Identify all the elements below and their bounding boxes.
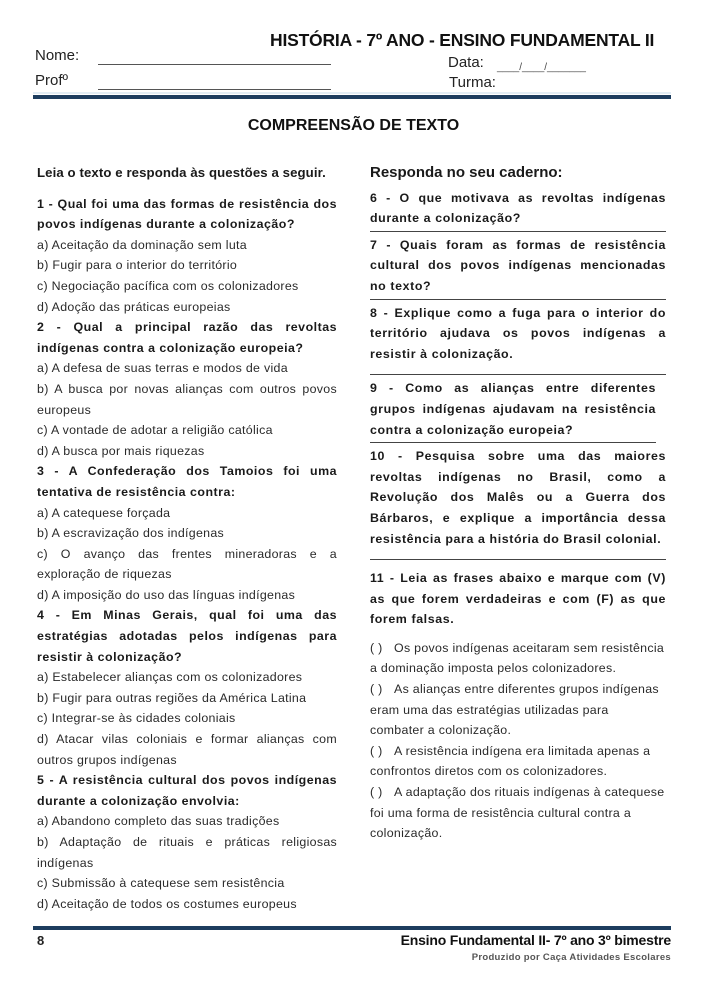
question-2 [37,317,337,461]
header-rule-shadow [33,92,671,94]
option[interactable]: a) A catequese forçada [37,505,171,520]
tf-item [370,679,666,741]
question-5 [37,770,337,914]
option[interactable]: c) O avanço das frentes mineradoras e a exploração de riquezas [37,546,337,582]
question-9: 9 - Como as alianças entre diferentes grupos indígenas ajudavam na resistência contra a colonização europeia? [370,378,656,443]
question-8: 8 - Explique como a fuga para o interior do território ajudava os povos indígenas a resistir à colonização. [370,303,666,376]
option[interactable]: b) Fugir para o interior do território [37,258,238,273]
option[interactable]: b) Fugir para outras regiões da América Latina [37,690,307,705]
footer-rule [33,926,671,930]
instructions: Leia o texto e responda às questões a seguir. [37,165,326,180]
right-column [370,163,666,844]
option[interactable]: c) Negociação pacífica com os colonizadores [37,278,299,293]
teacher-field[interactable] [98,89,331,90]
option[interactable]: b) Adaptação de rituais e práticas religiosas indígenas [37,835,337,870]
answer-box[interactable]: ( ) [370,640,383,655]
section-title: COMPREENSÃO DE TEXTO [247,117,460,134]
option[interactable]: c) Submissão à catequese sem resistência [37,876,285,891]
page-number: 8 [37,933,45,948]
footer-credit: Produzido por Caça Atividades Escolares [471,952,671,963]
option[interactable]: d) Atacar vilas coloniais e formar alianças com outros grupos indígenas [37,732,337,767]
question-text: 2 - Qual a principal razão das revoltas indígenas contra a colonização europeia? [37,320,337,355]
name-field[interactable] [98,64,331,65]
worksheet-title: HISTÓRIA - 7º ANO - ENSINO FUNDAMENTAL II [270,30,655,50]
tf-item [370,782,666,844]
tf-item [370,638,666,679]
answer-box[interactable]: ( ) [370,682,383,697]
option[interactable]: c) Integrar-se às cidades coloniais [37,711,236,726]
question-6: 6 - O que motivava as revoltas indígenas durante a colonização? [370,188,666,232]
question-text: 3 - A Confederação dos Tamoios foi uma tentativa de resistência contra: [37,464,337,499]
question-4 [37,605,337,770]
class-label: Turma: [449,74,496,91]
question-text: 5 - A resistência cultural dos povos indígenas durante a colonização envolvia: [37,773,337,808]
option[interactable]: d) A imposição do uso das línguas indígenas [37,587,296,602]
option[interactable]: d) Adoção das práticas europeias [37,299,231,314]
option[interactable]: a) Aceitação da dominação sem luta [37,237,247,252]
tf-statement: As alianças entre diferentes grupos indígenas eram uma das estratégias utilizadas para combater a colonização. [370,682,659,738]
name-label: Nome: [35,47,80,64]
tf-statement: A resistência indígena era limitada apenas a confrontos diretos com os colonizadores. [370,743,651,779]
left-column [37,163,337,914]
question-text: 4 - Em Minas Gerais, qual foi uma das estratégias adotadas pelos indígenas para resistir à colonização? [37,608,337,664]
date-label: Data: [448,54,484,71]
question-11: 11 - Leia as frases abaixo e marque com (V) as que forem verdadeiras e com (F) as que forem falsas. [370,571,666,627]
tf-statement: Os povos indígenas aceitaram sem resistência a dominação imposta pelos colonizadores. [370,640,665,676]
option[interactable]: b) A escravização dos indígenas [37,526,225,541]
question-7: 7 - Quais foram as formas de resistência cultural dos povos indígenas mencionadas no texto? [370,235,666,300]
header-rule [33,95,671,99]
footer-title: Ensino Fundamental II- 7º ano 3º bimestre [400,932,671,948]
teacher-label: Profº [35,72,68,89]
notebook-heading: Responda no seu caderno: [370,164,563,181]
question-text: 1 - Qual foi uma das formas de resistência dos povos indígenas durante a colonização? [37,196,337,232]
class-field[interactable] [500,89,670,90]
tf-item [370,741,666,782]
question-3 [37,461,337,605]
question-10: 10 - Pesquisa sobre uma das maiores revoltas indígenas no Brasil, como a Revolução dos Malês ou a Guerra dos Bárbaros, e explique a importância dessa resistência para a história do Brasil colonial. [370,446,666,560]
tf-statement: A adaptação dos rituais indígenas à catequese foi uma forma de resistência cultural contra a colonização. [370,785,665,841]
option[interactable]: d) A busca por mais riquezas [37,443,205,458]
date-field[interactable]: ____/____/_______ [497,62,586,73]
option[interactable]: d) Aceitação de todos os costumes europeus [37,896,297,911]
question-1 [37,194,337,318]
option[interactable]: b) A busca por novas alianças com outros povos europeus [37,381,337,417]
option[interactable]: a) A defesa de suas terras e modos de vida [37,361,288,376]
option[interactable]: c) A vontade de adotar a religião católica [37,423,273,438]
answer-box[interactable]: ( ) [370,743,383,758]
option[interactable]: a) Estabelecer alianças com os colonizadores [37,670,303,685]
option[interactable]: a) Abandono completo das suas tradições [37,814,280,829]
answer-box[interactable]: ( ) [370,785,383,800]
